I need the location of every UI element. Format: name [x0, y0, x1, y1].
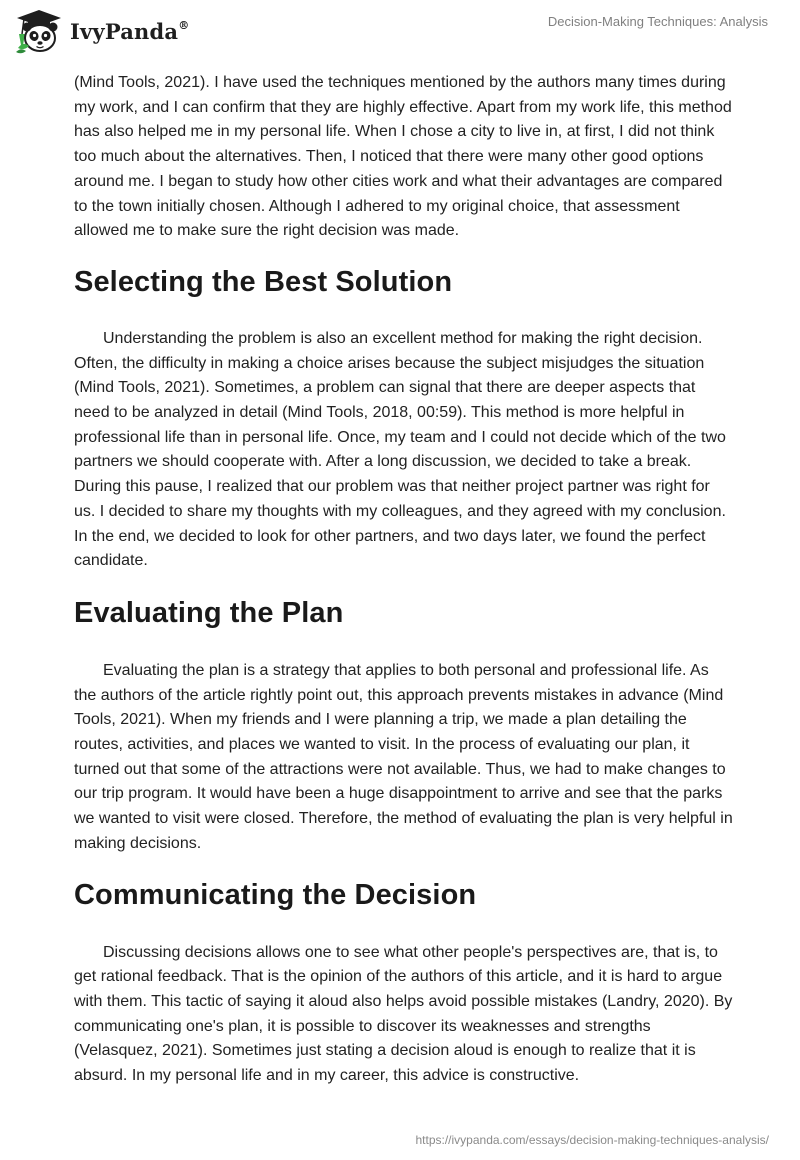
section-paragraph-evaluating: Evaluating the plan is a strategy that applies to both personal and professional life. As the authors of the article rightly point out, this approach prevents mistakes in advance (Mind Tools, 2021). When my friends and I were planning a trip, we made a plan detailing the routes, activities, and places we wanted to visit. In the process of evaluating our plan, it turned out that some of the attractions were not available. Thus, we had to make changes to our trip program. It would have been a huge disappointment to arrive and see that the parks we wanted to visit were closed. Therefore, the method of evaluating the plan is very helpful in making decisions.: [74, 661, 733, 852]
source-url[interactable]: https://ivypanda.com/essays/decision-making-techniques-analysis/: [415, 1133, 769, 1147]
section-heading-evaluating: Evaluating the Plan: [74, 596, 344, 629]
section-heading-communicating: Communicating the Decision: [74, 878, 477, 911]
registered-mark: ®: [178, 18, 190, 32]
article-body: [74, 71, 734, 1089]
page-header: [0, 0, 800, 60]
logo-wordmark: [70, 19, 189, 44]
intro-paragraph: (Mind Tools, 2021). I have used the techniques mentioned by the authors many times during my work, and I can confirm that they are highly effective. Apart from my work life, this method has also helped me in my personal life. When I chose a city to live in, at first, I did not think too much about the alternatives. Then, I noticed that there were many other good options around me. I began to study how other cities work and what their advantages are compared to the town initially chosen. Although I adhered to my original choice, that assessment allowed me to make sure the right decision was made.: [74, 74, 732, 240]
section-heading-selecting: Selecting the Best Solution: [74, 265, 453, 298]
logo-text: IvyPanda: [70, 18, 179, 44]
section-paragraph-communicating: Discussing decisions allows one to see what other people's perspectives are, that is, to get rational feedback. That is the opinion of the authors of this article, and it is hard to argue with them. This tactic of saying it aloud also helps avoid possible mistakes (Landry, 2020). By communicating one's plan, it is possible to discover its weaknesses and strengths (Velasquez, 2021). Sometimes just stating a decision aloud is enough to realize that it is absurd. In my personal life and in my career, this advice is constructive.: [74, 943, 733, 1085]
section-paragraph-selecting: Understanding the problem is also an excellent method for making the right decision. Often, the difficulty in making a choice arises because the subject misjudges the situation (Mind Tools, 2021). Sometimes, a problem can signal that there are deeper aspects that need to be analyzed in detail (Mind Tools, 2018, 00:59). This method is more helpful in professional life than in personal life. Once, my team and I could not decide which of the two partners we should cooperate with. After a long discussion, we decided to take a break. During this pause, I realized that our problem was that neither project partner was right for us. I decided to share my thoughts with my colleagues, and they agreed with my conclusion. In the end, we decided to look for other partners, and two days later, we found the perfect candidate.: [74, 329, 726, 570]
ivypanda-logo[interactable]: [14, 8, 189, 54]
document-title: Decision-Making Techniques: Analysis: [547, 14, 768, 29]
panda-graduate-icon: [14, 8, 64, 54]
